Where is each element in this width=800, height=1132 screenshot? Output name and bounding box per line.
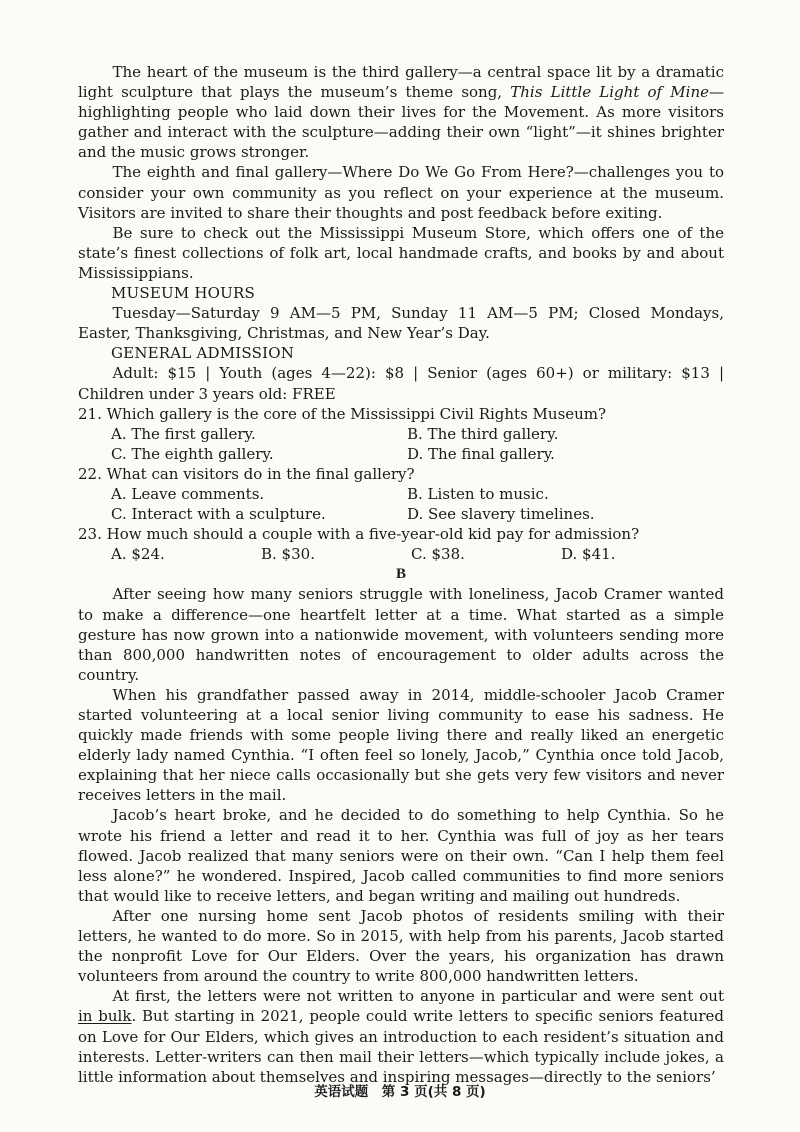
question-stem: 22. What can visitors do in the final gallery? <box>78 464 415 483</box>
option-b[interactable]: B. $30. <box>261 545 315 564</box>
question-23 <box>78 524 724 564</box>
page-footer: 英语试题 第 3 页(共 8 页) <box>314 1084 486 1100</box>
option-c[interactable]: C. The eighth gallery. <box>111 444 274 463</box>
option-c[interactable]: C. $38. <box>411 545 465 564</box>
admission-text: Adult: $15 | Youth (ages 4—22): $8 | Senior (ages 60+) or military: $13 | Children under 3 years old: FREE <box>78 364 724 403</box>
page-content <box>78 62 724 1087</box>
passage-b-paragraph-4: After one nursing home sent Jacob photos of residents smiling with their letters, he wanted to do more. So in 2015, with help from his parents, Jacob started the nonprofit Love for Our Elders. Over the years, his organization has drawn volunteers from around the country to write 800,000 handwritten letters. <box>78 906 724 986</box>
song-title: This Little Light of Mine <box>510 83 709 102</box>
paragraph-text: . But starting in 2021, people could write letters to specific seniors featured on Love for Our Elders, which gives an introduction to each resident’s situation and interests. Letter-writers can then mail their letters—which typically include jokes, a little information about themselves and inspiring messages—directly to the seniors’ <box>78 1007 724 1086</box>
option-a[interactable]: A. The first gallery. <box>111 424 256 443</box>
option-b[interactable]: B. The third gallery. <box>407 424 559 443</box>
passage-b-paragraph-1: After seeing how many seniors struggle with loneliness, Jacob Cramer wanted to make a difference—one heartfelt letter at a time. What started as a simple gesture has now grown into a nationwide movement, with volunteers sending more than 800,000 handwritten notes of encouragement to older adults across the country. <box>78 585 724 684</box>
paragraph-text: At first, the letters were not written to anyone in particular and were sent out <box>112 987 724 1006</box>
question-22 <box>78 464 724 524</box>
question-21 <box>78 404 724 464</box>
passage-a-paragraph-1 <box>78 62 724 162</box>
passage-b-paragraph-2: When his grandfather passed away in 2014, middle-schooler Jacob Cramer started volunteering at a local senior living community to ease his sadness. He quickly made friends with some people living there and really liked an energetic elderly lady named Cynthia. “I often feel so lonely, Jacob,” Cynthia once told Jacob, explaining that her niece calls occasionally but she gets very few visitors and never receives letters in the mail. <box>78 685 724 805</box>
passage-b-paragraph-5 <box>78 986 724 1086</box>
answer-options <box>78 544 724 564</box>
option-a[interactable]: A. Leave comments. <box>111 484 265 503</box>
passage-a-paragraph-2: The eighth and final gallery—Where Do We Go From Here?—challenges you to consider your own community as you reflect on your experience at the museum. Visitors are invited to share their thoughts and post feedback before exiting. <box>78 163 724 222</box>
museum-hours-label: MUSEUM HOURS <box>111 284 255 303</box>
passage-b-paragraph-3: Jacob’s heart broke, and he decided to do something to help Cynthia. So he wrote his friend a letter and read it to her. Cynthia was full of joy as her tears flowed. Jacob realized that many seniors were on their own. “Can I help them feel less alone?” he wondered. Inspired, Jacob called communities to find more seniors that would like to receive letters, and began writing and mailing out hundreds. <box>78 806 724 905</box>
option-d[interactable]: D. The final gallery. <box>407 444 555 463</box>
answer-options <box>78 484 724 524</box>
option-d[interactable]: D. $41. <box>561 545 616 564</box>
underlined-phrase: in bulk <box>78 1007 132 1026</box>
question-stem: 23. How much should a couple with a five-year-old kid pay for admission? <box>78 525 640 544</box>
option-b[interactable]: B. Listen to music. <box>407 484 549 503</box>
option-c[interactable]: C. Interact with a sculpture. <box>111 505 326 524</box>
question-stem: 21. Which gallery is the core of the Mississippi Civil Rights Museum? <box>78 404 607 423</box>
answer-options <box>78 424 724 464</box>
paragraph-text: The heart of the museum is the third gallery—a central space lit by a dramatic light sculpture that plays the museum’s theme song, <box>78 63 724 102</box>
admission-label: GENERAL ADMISSION <box>111 344 295 363</box>
section-b-heading: B <box>395 566 406 583</box>
option-a[interactable]: A. $24. <box>111 545 165 564</box>
option-d[interactable]: D. See slavery timelines. <box>407 505 595 524</box>
paragraph-text: —highlighting people who laid down their lives for the Movement. As more visitors gather and interact with the sculpture—adding their own “light”—it shines brighter and the music grows stronger. <box>78 83 724 162</box>
passage-a-paragraph-3: Be sure to check out the Mississippi Museum Store, which offers one of the state’s finest collections of folk art, local handmade crafts, and books by and about Mississippians. <box>78 223 724 282</box>
museum-hours-text: Tuesday—Saturday 9 AM—5 PM, Sunday 11 AM—5 PM; Closed Mondays, Easter, Thanksgiving, Christmas, and New Year’s Day. <box>78 304 724 343</box>
